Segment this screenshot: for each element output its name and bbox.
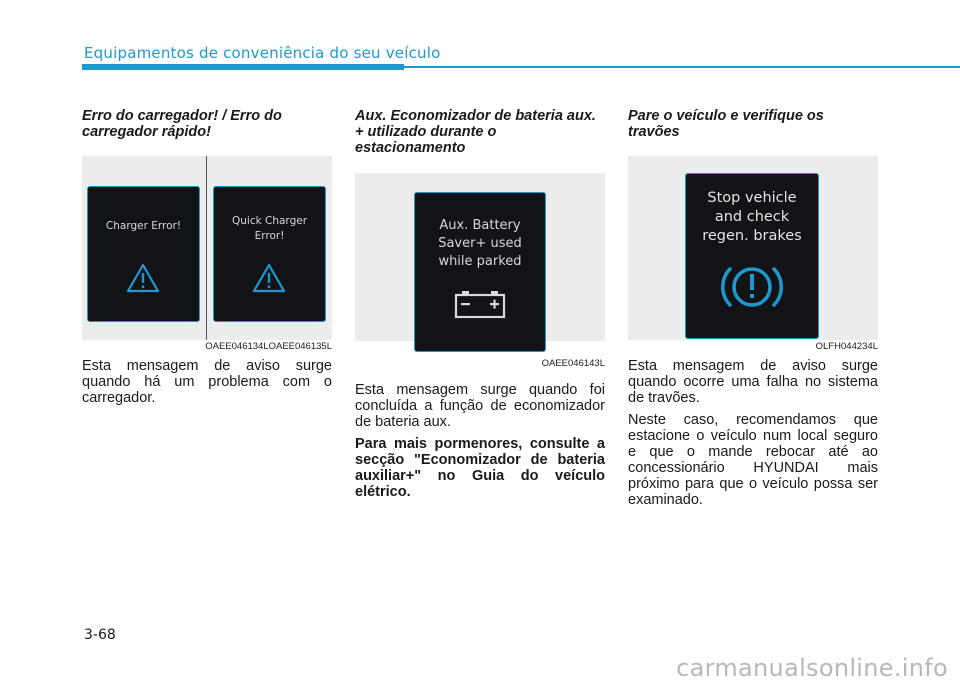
panel-stop-vehicle-line2: and check bbox=[714, 209, 790, 225]
column-charger-error bbox=[82, 108, 332, 140]
body-aux-battery-reference: Para mais pormenores, consulte a secção "Economizador de bateria auxiliar+" no Guia do veículo elétrico. bbox=[355, 436, 605, 500]
heading-stop-vehicle: Pare o veículo e verifique os travões bbox=[628, 108, 824, 140]
panel-stop-vehicle-line1: Stop vehicle bbox=[707, 190, 797, 206]
panel-stop-vehicle-line3: regen. brakes bbox=[702, 228, 802, 244]
panel-stop-vehicle bbox=[685, 173, 819, 339]
panel-charger-error-text: Charger Error! bbox=[105, 220, 182, 232]
watermark: carmanualsonline.info bbox=[676, 654, 948, 682]
heading-charger-error: Erro do carregador! / Erro do carregador rápido! bbox=[82, 108, 282, 140]
section-title: Equipamentos de conveniência do seu veículo bbox=[84, 44, 441, 62]
panel-quick-charger-line1: Quick Charger bbox=[231, 215, 308, 227]
panel-quick-charger-text bbox=[214, 214, 325, 244]
figure-charger-error bbox=[82, 156, 332, 340]
figure-code-aux-battery: OAEE046143L bbox=[541, 358, 605, 369]
column-stop-vehicle bbox=[628, 108, 878, 140]
battery-icon bbox=[454, 289, 506, 319]
panel-aux-battery-line1: Aux. Battery bbox=[439, 218, 521, 233]
header-rule bbox=[404, 66, 960, 68]
warning-triangle-icon bbox=[126, 263, 160, 293]
brake-warning-icon bbox=[719, 259, 785, 315]
page-number: 3-68 bbox=[84, 627, 116, 643]
panel-aux-battery-line3: while parked bbox=[438, 254, 522, 269]
body-charger-error: Esta mensagem de aviso surge quando há um problema com o carregador. bbox=[82, 358, 332, 406]
column-aux-battery bbox=[355, 108, 605, 156]
panel-aux-battery-line2: Saver+ used bbox=[438, 236, 522, 251]
warning-triangle-icon bbox=[252, 263, 286, 293]
panel-charger-error bbox=[87, 186, 200, 322]
body-stop-vehicle-2: Neste caso, recomendamos que estacione o veículo num local seguro e que o mande rebocar até ao concessionário HYUNDAI mais próximo para que o veículo possa ser examinado. bbox=[628, 412, 878, 508]
figure-divider bbox=[206, 156, 207, 340]
figure-code-stop-vehicle: OLFH044234L bbox=[815, 341, 878, 352]
figure-code-charger: OAEE046134LOAEE046135L bbox=[205, 341, 332, 352]
panel-aux-battery bbox=[414, 192, 546, 352]
body-aux-battery: Esta mensagem surge quando foi concluída a função de economizador de bateria aux. bbox=[355, 382, 605, 430]
panel-quick-charger-error bbox=[213, 186, 326, 322]
figure-stop-vehicle bbox=[628, 156, 878, 340]
header-accent-bar bbox=[82, 64, 404, 70]
heading-aux-battery: Aux. Economizador de bateria aux. + utilizado durante o estacionamento bbox=[355, 108, 596, 156]
figure-aux-battery bbox=[355, 173, 605, 341]
panel-aux-battery-text bbox=[415, 217, 545, 271]
body-stop-vehicle-1: Esta mensagem de aviso surge quando ocorre uma falha no sistema de travões. bbox=[628, 358, 878, 406]
panel-stop-vehicle-text bbox=[686, 189, 818, 246]
panel-quick-charger-line2: Error! bbox=[254, 230, 285, 242]
